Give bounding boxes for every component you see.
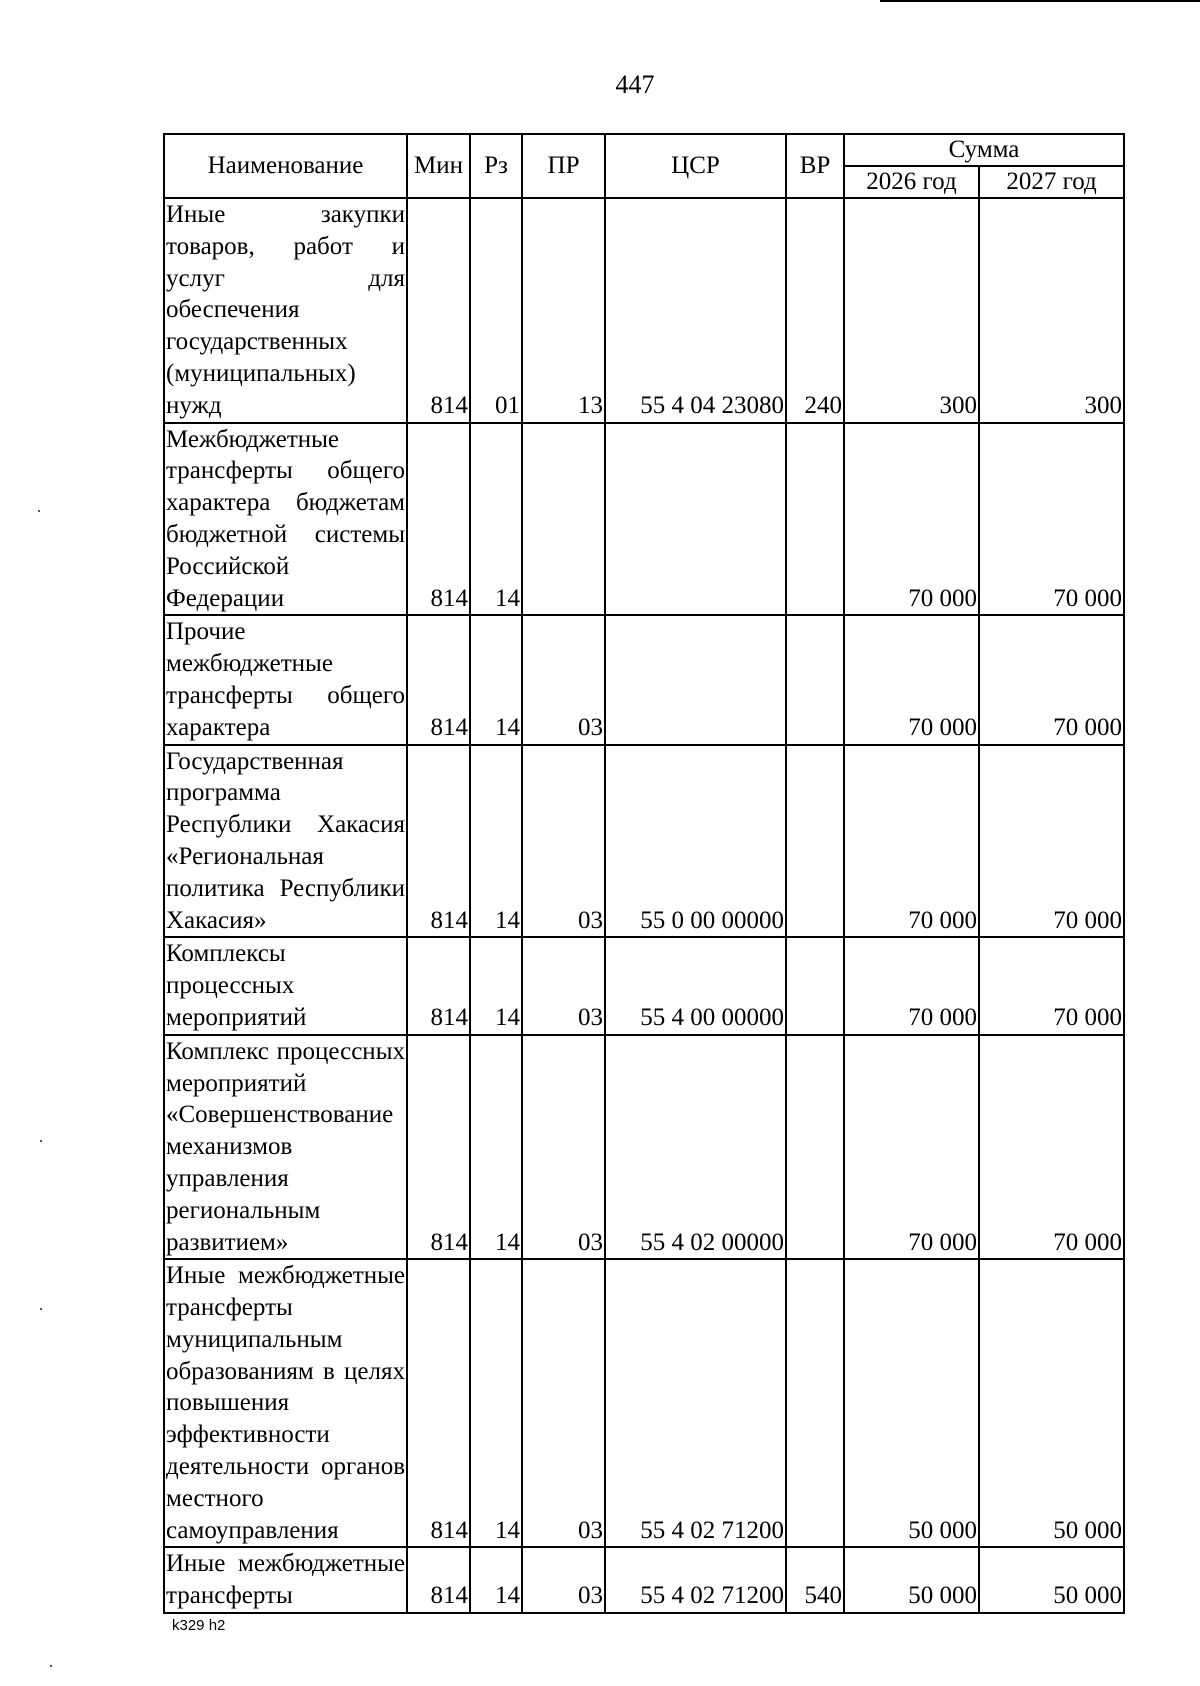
cell-name: Иные межбюджетные трансферты — [164, 1547, 407, 1613]
top-edge-rule — [880, 0, 1200, 2]
cell-sum-2027: 70 000 — [979, 745, 1124, 938]
cell-sum-2026: 70 000 — [844, 745, 979, 938]
header-min: Мин — [407, 134, 470, 198]
cell-sum-2026: 70 000 — [844, 1035, 979, 1260]
scan-speck — [50, 1665, 52, 1667]
cell-vr — [786, 423, 844, 616]
table-row — [164, 423, 1124, 616]
header-year-2026: 2026 год — [844, 166, 979, 198]
cell-min: 814 — [407, 1547, 470, 1613]
cell-min: 814 — [407, 745, 470, 938]
cell-name: Государственная программа Республики Хакасия «Региональная политика Республики Хакасия» — [164, 745, 407, 938]
cell-vr — [786, 615, 844, 744]
cell-pr: 03 — [522, 937, 605, 1034]
table-row — [164, 198, 1124, 423]
cell-vr — [786, 1035, 844, 1260]
cell-sum-2027: 50 000 — [979, 1259, 1124, 1547]
footer-code: k329 h2 — [172, 1617, 226, 1634]
budget-table — [163, 133, 1125, 1614]
cell-rz: 01 — [470, 198, 522, 423]
scan-speck — [40, 1140, 42, 1142]
cell-rz: 14 — [470, 1259, 522, 1547]
cell-min: 814 — [407, 937, 470, 1034]
scan-speck — [38, 510, 40, 512]
cell-rz: 14 — [470, 615, 522, 744]
header-vr: ВР — [786, 134, 844, 198]
cell-min: 814 — [407, 615, 470, 744]
cell-name: Комплекс процессных мероприятий «Совершенствование механизмов управления региональным развитием» — [164, 1035, 407, 1260]
cell-name: Межбюджетные трансферты общего характера бюджетам бюджетной системы Российской Федерации — [164, 423, 407, 616]
cell-csr: 55 4 02 71200 — [605, 1259, 786, 1547]
cell-min: 814 — [407, 1035, 470, 1260]
header-csr: ЦСР — [605, 134, 786, 198]
table-row — [164, 937, 1124, 1034]
cell-rz: 14 — [470, 423, 522, 616]
cell-rz: 14 — [470, 1035, 522, 1260]
header-rz: Рз — [470, 134, 522, 198]
header-year-2027: 2027 год — [979, 166, 1124, 198]
cell-name: Прочие межбюджетные трансферты общего характера — [164, 615, 407, 744]
cell-csr: 55 0 00 00000 — [605, 745, 786, 938]
cell-pr — [522, 423, 605, 616]
cell-name: Иные закупки товаров, работ и услуг для обеспечения государственных (муниципальных) нужд — [164, 198, 407, 423]
cell-pr: 03 — [522, 615, 605, 744]
cell-csr — [605, 423, 786, 616]
cell-min: 814 — [407, 198, 470, 423]
cell-sum-2027: 50 000 — [979, 1547, 1124, 1613]
cell-csr: 55 4 02 71200 — [605, 1547, 786, 1613]
cell-rz: 14 — [470, 937, 522, 1034]
cell-sum-2027: 70 000 — [979, 1035, 1124, 1260]
cell-rz: 14 — [470, 1547, 522, 1613]
cell-pr: 03 — [522, 1547, 605, 1613]
cell-csr: 55 4 04 23080 — [605, 198, 786, 423]
cell-sum-2026: 70 000 — [844, 937, 979, 1034]
cell-rz: 14 — [470, 745, 522, 938]
cell-pr: 03 — [522, 745, 605, 938]
cell-sum-2026: 70 000 — [844, 423, 979, 616]
cell-vr — [786, 1259, 844, 1547]
cell-vr — [786, 937, 844, 1034]
cell-name: Иные межбюджетные трансферты муниципальным образованиям в целях повышения эффективности деятельности органов местного самоуправления — [164, 1259, 407, 1547]
header-name: Наименование — [164, 134, 407, 198]
cell-csr: 55 4 00 00000 — [605, 937, 786, 1034]
cell-sum-2026: 300 — [844, 198, 979, 423]
cell-min: 814 — [407, 1259, 470, 1547]
cell-pr: 03 — [522, 1035, 605, 1260]
cell-min: 814 — [407, 423, 470, 616]
cell-sum-2026: 50 000 — [844, 1547, 979, 1613]
table-row — [164, 1035, 1124, 1260]
cell-sum-2027: 300 — [979, 198, 1124, 423]
header-sum: Сумма — [844, 134, 1124, 166]
cell-sum-2027: 70 000 — [979, 423, 1124, 616]
table-row — [164, 1259, 1124, 1547]
table-row — [164, 615, 1124, 744]
cell-csr: 55 4 02 00000 — [605, 1035, 786, 1260]
scan-speck — [40, 1308, 42, 1310]
cell-sum-2027: 70 000 — [979, 937, 1124, 1034]
header-pr: ПР — [522, 134, 605, 198]
cell-vr: 540 — [786, 1547, 844, 1613]
cell-sum-2027: 70 000 — [979, 615, 1124, 744]
cell-vr: 240 — [786, 198, 844, 423]
cell-sum-2026: 70 000 — [844, 615, 979, 744]
table-row — [164, 1547, 1124, 1613]
table-row — [164, 745, 1124, 938]
cell-vr — [786, 745, 844, 938]
cell-pr: 13 — [522, 198, 605, 423]
page-number: 447 — [615, 70, 655, 99]
cell-csr — [605, 615, 786, 744]
cell-pr: 03 — [522, 1259, 605, 1547]
cell-sum-2026: 50 000 — [844, 1259, 979, 1547]
cell-name: Комплексы процессных мероприятий — [164, 937, 407, 1034]
